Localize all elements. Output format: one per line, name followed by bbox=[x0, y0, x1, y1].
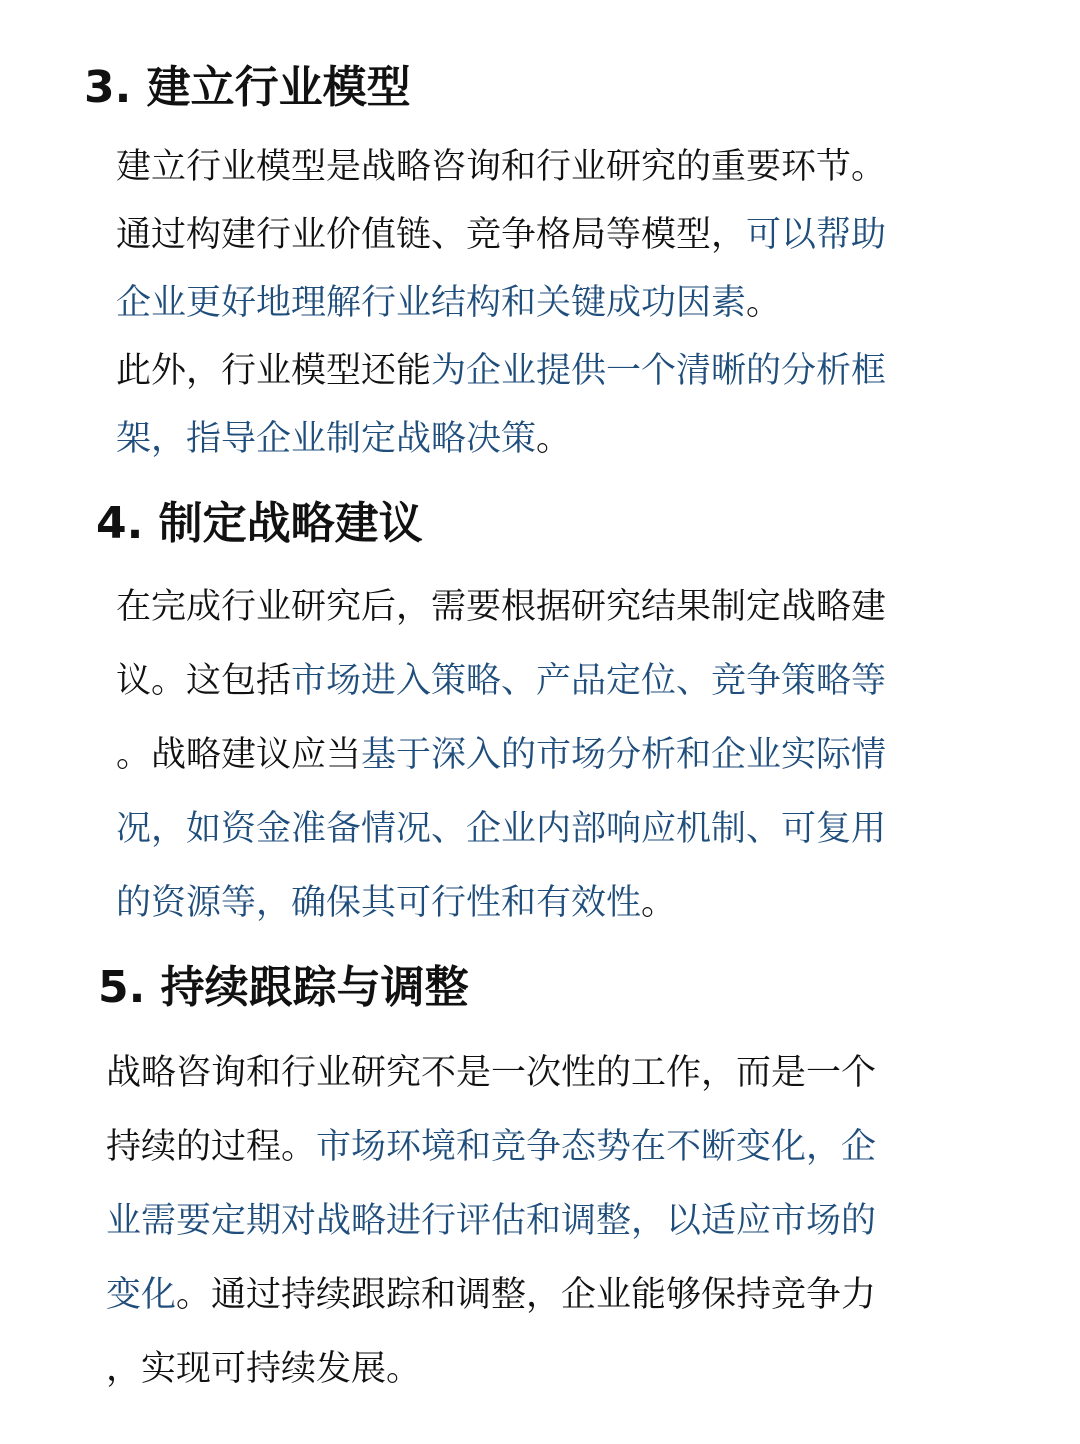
body-text: 。 bbox=[641, 883, 677, 923]
section-paragraph-build-industry-model bbox=[116, 133, 976, 473]
highlighted-text: 可以帮助 bbox=[746, 215, 887, 255]
body-text: 此外，行业模型还能 bbox=[116, 351, 432, 391]
body-text: 战略咨询和行业研究不是一次性的工作，而是一个 bbox=[106, 1053, 877, 1093]
paragraph-line bbox=[116, 866, 976, 940]
highlighted-text: 企业更好地理解行业结构和关键成功因素 bbox=[116, 283, 747, 323]
paragraph-line bbox=[106, 1184, 966, 1258]
highlighted-text: 市场环境和竞争态势在不断变化，企 bbox=[316, 1127, 877, 1167]
section-heading-strategy-recommendations: 4. 制定战略建议 bbox=[96, 498, 423, 549]
paragraph-line bbox=[116, 269, 976, 337]
paragraph-line bbox=[116, 405, 976, 473]
highlighted-text: 业需要定期对战略进行评估和调整，以适应市场的 bbox=[106, 1201, 877, 1241]
highlighted-text: 为企业提供一个清晰的分析框 bbox=[431, 351, 887, 391]
paragraph-line bbox=[106, 1036, 966, 1110]
section-paragraph-strategy-recommendations bbox=[116, 570, 976, 940]
section-paragraph-continuous-tracking bbox=[106, 1036, 966, 1406]
highlighted-text: 况，如资金准备情况、企业内部响应机制、可复用 bbox=[116, 809, 887, 849]
body-text: 建立行业模型是战略咨询和行业研究的重要环节。 bbox=[116, 147, 887, 187]
paragraph-line bbox=[106, 1332, 966, 1406]
section-heading-continuous-tracking: 5. 持续跟踪与调整 bbox=[98, 962, 469, 1013]
paragraph-line bbox=[116, 201, 976, 269]
paragraph-line bbox=[106, 1110, 966, 1184]
body-text: ，实现可持续发展。 bbox=[106, 1349, 422, 1389]
body-text: 。 bbox=[746, 283, 782, 323]
highlighted-text: 变化 bbox=[106, 1275, 177, 1315]
highlighted-text: 的资源等，确保其可行性和有效性 bbox=[116, 883, 642, 923]
paragraph-line bbox=[116, 718, 976, 792]
paragraph-line bbox=[116, 133, 976, 201]
body-text: 议。这包括 bbox=[116, 661, 292, 701]
paragraph-line bbox=[116, 792, 976, 866]
highlighted-text: 架，指导企业制定战略决策 bbox=[116, 419, 537, 459]
paragraph-line bbox=[116, 570, 976, 644]
body-text: 。战略建议应当 bbox=[116, 735, 362, 775]
highlighted-text: 市场进入策略、产品定位、竞争策略等 bbox=[291, 661, 887, 701]
body-text: 。 bbox=[536, 419, 572, 459]
body-text: 在完成行业研究后，需要根据研究结果制定战略建 bbox=[116, 587, 887, 627]
paragraph-line bbox=[116, 337, 976, 405]
section-heading-build-industry-model: 3. 建立行业模型 bbox=[84, 62, 411, 113]
body-text: 。通过持续跟踪和调整，企业能够保持竞争力 bbox=[176, 1275, 877, 1315]
body-text: 持续的过程。 bbox=[106, 1127, 317, 1167]
paragraph-line bbox=[106, 1258, 966, 1332]
paragraph-line bbox=[116, 644, 976, 718]
highlighted-text: 基于深入的市场分析和企业实际情 bbox=[361, 735, 887, 775]
body-text: 通过构建行业价值链、竞争格局等模型， bbox=[116, 215, 747, 255]
